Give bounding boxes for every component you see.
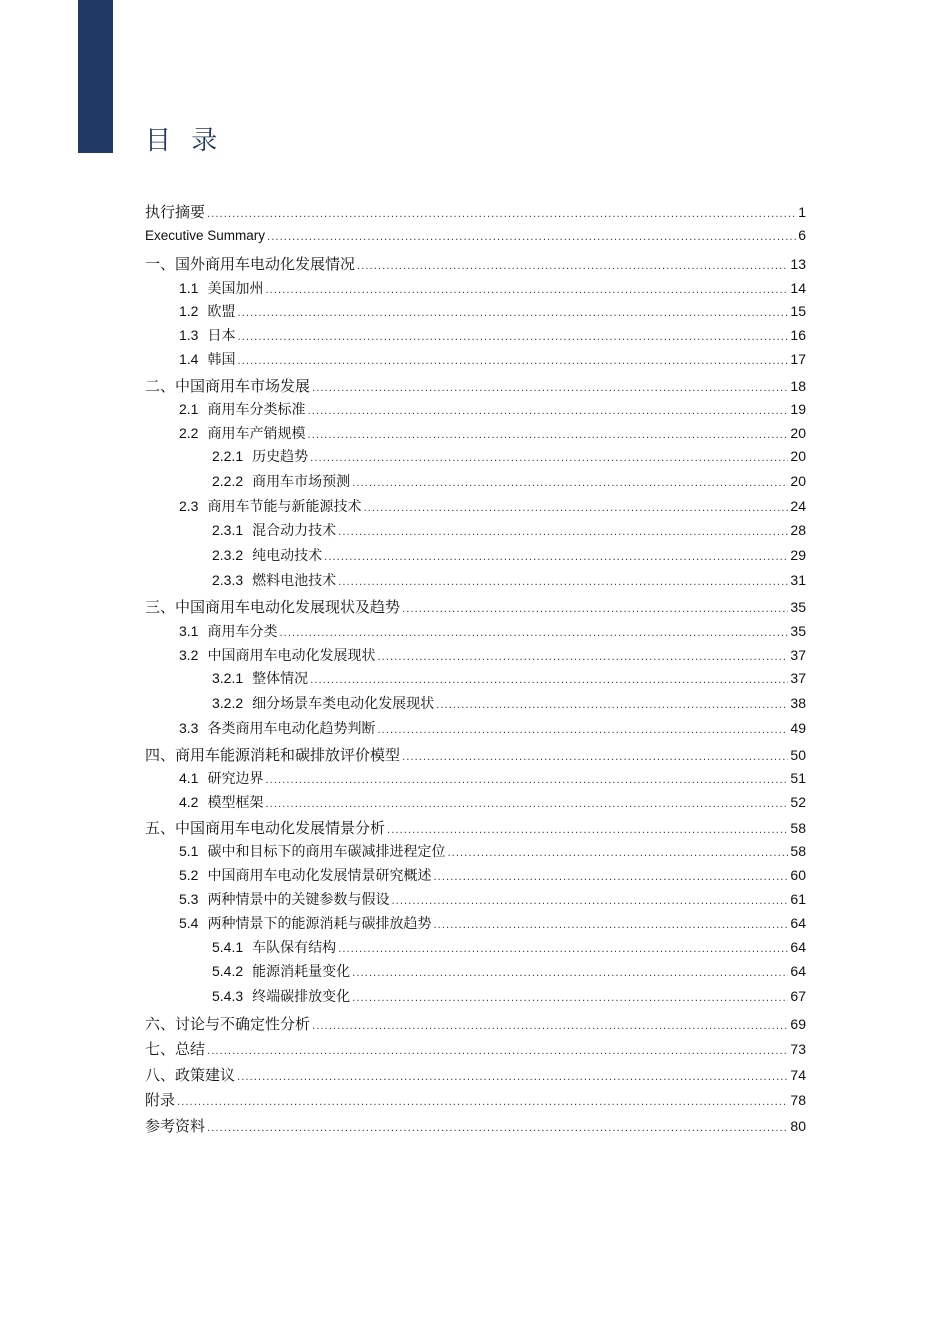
toc-entry[interactable] <box>179 889 806 909</box>
toc-entry[interactable] <box>145 201 806 222</box>
toc-entry-page-number: 37 <box>790 647 806 663</box>
toc-entry[interactable] <box>212 693 806 713</box>
toc-entry-number: 1.3 <box>179 327 199 343</box>
toc-dot-leader <box>377 725 788 736</box>
toc-entry-label: 中国商用车电动化发展情景研究概述 <box>207 868 432 884</box>
toc-dot-leader <box>352 478 788 489</box>
toc-entry-label: 终端碳排放变化 <box>252 989 351 1005</box>
toc-dot-leader <box>338 527 788 538</box>
toc-entry[interactable] <box>179 718 806 738</box>
toc-dot-leader <box>265 285 788 296</box>
toc-entry[interactable] <box>179 496 806 516</box>
toc-entry[interactable] <box>212 471 806 491</box>
toc-entry[interactable] <box>212 545 806 565</box>
toc-entry-number: 2.3.1 <box>212 522 244 538</box>
toc-entry-page-number: 20 <box>790 425 806 441</box>
toc-entry[interactable] <box>145 1089 806 1110</box>
toc-entry-label: 四、商用车能源消耗和碳排放评价模型 <box>145 746 401 764</box>
toc-entry[interactable] <box>179 325 806 345</box>
toc-entry-label: 五、中国商用车电动化发展情景分析 <box>145 819 386 837</box>
toc-dot-leader <box>237 332 788 343</box>
toc-entry-page-number: 28 <box>790 522 806 538</box>
toc-entry-page-number: 78 <box>790 1092 806 1108</box>
toc-entry[interactable] <box>145 744 806 765</box>
toc-entry-page-number: 64 <box>790 915 806 931</box>
toc-entry-number: 2.2.2 <box>212 473 244 489</box>
toc-entry-number: 3.2.2 <box>212 695 244 711</box>
toc-entry[interactable] <box>145 1064 806 1085</box>
toc-entry-label: 整体情况 <box>252 671 309 687</box>
toc-dot-leader <box>207 1123 788 1134</box>
toc-entry-label: 两种情景下的能源消耗与碳排放趋势 <box>207 916 432 932</box>
toc-entry-number: 2.3.2 <box>212 547 244 563</box>
toc-dot-leader <box>447 848 788 859</box>
toc-entry-page-number: 19 <box>790 401 806 417</box>
toc-dot-leader <box>387 825 788 836</box>
toc-entry-page-number: 60 <box>790 867 806 883</box>
toc-entry-label: 六、讨论与不确定性分析 <box>145 1015 311 1033</box>
toc-entry-number: 5.4.2 <box>212 963 244 979</box>
toc-entry-label: 商用车市场预测 <box>252 474 351 490</box>
toc-entry-label: Executive Summary <box>145 228 266 243</box>
toc-entry-label: 韩国 <box>207 352 236 368</box>
toc-entry-page-number: 64 <box>790 963 806 979</box>
toc-entry[interactable] <box>212 937 806 957</box>
toc-entry-label: 模型框架 <box>207 795 264 811</box>
toc-entry-label: 参考资料 <box>145 1117 206 1135</box>
toc-dot-leader <box>207 1046 788 1057</box>
toc-entry[interactable] <box>212 986 806 1006</box>
toc-entry-page-number: 73 <box>790 1041 806 1057</box>
toc-entry-page-number: 51 <box>790 770 806 786</box>
toc-entry[interactable] <box>179 841 806 861</box>
toc-entry[interactable] <box>145 375 806 396</box>
toc-dot-leader <box>237 356 788 367</box>
toc-entry-page-number: 18 <box>790 378 806 394</box>
toc-entry[interactable] <box>179 768 806 788</box>
toc-entry-number: 1.4 <box>179 351 199 367</box>
toc-entry-label: 细分场景车类电动化发展现状 <box>252 696 435 712</box>
toc-entry-label: 燃料电池技术 <box>252 573 337 589</box>
toc-entry-number: 2.2.1 <box>212 448 244 464</box>
toc-entry-label: 执行摘要 <box>145 203 206 221</box>
toc-entry-page-number: 15 <box>790 303 806 319</box>
toc-entry-label: 中国商用车电动化发展现状 <box>207 648 376 664</box>
toc-entry-label: 一、国外商用车电动化发展情况 <box>145 255 356 273</box>
toc-entry-label: 附录 <box>145 1091 176 1109</box>
toc-entry-label: 商用车分类标准 <box>207 402 306 418</box>
toc-entry[interactable] <box>179 349 806 369</box>
toc-entry-label: 混合动力技术 <box>252 523 337 539</box>
toc-entry-label: 七、总结 <box>145 1040 206 1058</box>
header-accent-bar <box>78 0 113 153</box>
toc-entry-number: 4.2 <box>179 794 199 810</box>
toc-entry-page-number: 67 <box>790 988 806 1004</box>
toc-entry-number: 5.4.1 <box>212 939 244 955</box>
toc-dot-leader <box>237 308 788 319</box>
toc-entry-page-number: 80 <box>790 1118 806 1134</box>
toc-dot-leader <box>338 944 788 955</box>
toc-entry-number: 5.4 <box>179 915 199 931</box>
toc-entry-label: 商用车产销规模 <box>207 426 306 442</box>
toc-entry-page-number: 17 <box>790 351 806 367</box>
toc-entry-number: 5.3 <box>179 891 199 907</box>
toc-entry-label: 碳中和目标下的商用车碳减排进程定位 <box>207 844 446 860</box>
toc-dot-leader <box>279 628 788 639</box>
toc-entry-label: 三、中国商用车电动化发展现状及趋势 <box>145 598 401 616</box>
toc-entry-page-number: 14 <box>790 280 806 296</box>
toc-dot-leader <box>357 261 788 272</box>
toc-dot-leader <box>265 775 788 786</box>
toc-entry-page-number: 24 <box>790 498 806 514</box>
toc-dot-leader <box>324 552 788 563</box>
toc-entry-page-number: 20 <box>790 448 806 464</box>
toc-entry-page-number: 64 <box>790 939 806 955</box>
toc-entry-label: 研究边界 <box>207 771 264 787</box>
toc-entry[interactable] <box>179 792 806 812</box>
toc-entry-number: 2.3.3 <box>212 572 244 588</box>
toc-entry[interactable] <box>145 1013 806 1034</box>
toc-entry-page-number: 50 <box>790 747 806 763</box>
toc-dot-leader <box>312 383 788 394</box>
toc-dot-leader <box>363 503 788 514</box>
toc-dot-leader <box>307 406 788 417</box>
toc-entry[interactable] <box>179 399 806 419</box>
toc-dot-leader <box>310 453 788 464</box>
toc-entry-label: 二、中国商用车市场发展 <box>145 377 311 395</box>
toc-entry-label: 日本 <box>207 328 236 344</box>
toc-entry-page-number: 38 <box>790 695 806 711</box>
toc-entry-number: 1.2 <box>179 303 199 319</box>
toc-entry-number: 1.1 <box>179 280 199 296</box>
toc-dot-leader <box>237 1072 788 1083</box>
toc-entry-label: 美国加州 <box>207 281 264 297</box>
toc-entry[interactable] <box>179 645 806 665</box>
toc-entry-label: 车队保有结构 <box>252 940 337 956</box>
toc-entry[interactable] <box>179 278 806 298</box>
toc-entry-label: 各类商用车电动化趋势判断 <box>207 721 376 737</box>
toc-entry-label: 欧盟 <box>207 304 236 320</box>
toc-entry-page-number: 52 <box>790 794 806 810</box>
toc-dot-leader <box>207 209 796 220</box>
toc-entry-label: 历史趋势 <box>252 449 309 465</box>
toc-dot-leader <box>391 896 788 907</box>
toc-entry-page-number: 61 <box>790 891 806 907</box>
toc-dot-leader <box>338 577 788 588</box>
toc-entry[interactable] <box>145 1038 806 1059</box>
toc-entry-number: 3.3 <box>179 720 199 736</box>
toc-entry[interactable] <box>212 446 806 466</box>
toc-entry[interactable] <box>212 668 806 688</box>
toc-entry-number: 5.2 <box>179 867 199 883</box>
toc-entry-page-number: 58 <box>790 843 806 859</box>
toc-dot-leader <box>265 799 788 810</box>
toc-entry[interactable] <box>179 621 806 641</box>
toc-entry-page-number: 29 <box>790 547 806 563</box>
toc-entry[interactable] <box>212 570 806 590</box>
toc-entry[interactable] <box>145 1115 806 1136</box>
toc-dot-leader <box>433 920 788 931</box>
toc-entry-number: 5.1 <box>179 843 199 859</box>
toc-entry-page-number: 58 <box>790 820 806 836</box>
toc-entry-number: 5.4.3 <box>212 988 244 1004</box>
toc-entry[interactable] <box>212 961 806 981</box>
toc-dot-leader <box>267 232 796 243</box>
toc-entry-page-number: 37 <box>790 670 806 686</box>
toc-dot-leader <box>436 700 788 711</box>
toc-entry[interactable] <box>179 301 806 321</box>
toc-entry[interactable] <box>212 520 806 540</box>
toc-dot-leader <box>352 993 788 1004</box>
toc-entry-page-number: 31 <box>790 572 806 588</box>
toc-entry-number: 3.1 <box>179 623 199 639</box>
toc-entry-page-number: 13 <box>790 256 806 272</box>
toc-entry-label: 两种情景中的关键参数与假设 <box>207 892 390 908</box>
toc-entry[interactable] <box>145 596 806 617</box>
toc-entry[interactable] <box>145 817 806 838</box>
toc-entry-label: 能源消耗量变化 <box>252 964 351 980</box>
toc-entry-page-number: 74 <box>790 1067 806 1083</box>
toc-dot-leader <box>402 604 788 615</box>
toc-entry[interactable] <box>179 423 806 443</box>
toc-entry-label: 商用车节能与新能源技术 <box>207 499 362 515</box>
page-title: 目 录 <box>145 126 224 156</box>
toc-dot-leader <box>402 752 788 763</box>
toc-entry[interactable] <box>179 865 806 885</box>
toc-entry-page-number: 1 <box>798 204 806 220</box>
toc-dot-leader <box>312 1021 788 1032</box>
toc-entry-page-number: 35 <box>790 623 806 639</box>
toc-entry-page-number: 6 <box>798 227 806 243</box>
toc-entry[interactable] <box>145 227 806 243</box>
toc-dot-leader <box>310 675 788 686</box>
toc-dot-leader <box>433 872 788 883</box>
toc-dot-leader <box>307 430 788 441</box>
toc-dot-leader <box>377 652 788 663</box>
toc-entry-page-number: 16 <box>790 327 806 343</box>
toc-entry-page-number: 49 <box>790 720 806 736</box>
toc-dot-leader <box>177 1097 788 1108</box>
toc-entry-number: 2.1 <box>179 401 199 417</box>
toc-entry-number: 3.2 <box>179 647 199 663</box>
toc-entry-number: 3.2.1 <box>212 670 244 686</box>
toc-entry[interactable] <box>179 913 806 933</box>
toc-entry-number: 2.2 <box>179 425 199 441</box>
toc-entry-page-number: 20 <box>790 473 806 489</box>
toc-entry-number: 2.3 <box>179 498 199 514</box>
toc-entry[interactable] <box>145 253 806 274</box>
toc-entry-page-number: 35 <box>790 599 806 615</box>
toc-entry-label: 八、政策建议 <box>145 1066 236 1084</box>
toc-dot-leader <box>352 968 788 979</box>
toc-entry-label: 纯电动技术 <box>252 548 323 564</box>
toc-entry-label: 商用车分类 <box>207 624 278 640</box>
toc-entry-page-number: 69 <box>790 1016 806 1032</box>
toc-entry-number: 4.1 <box>179 770 199 786</box>
